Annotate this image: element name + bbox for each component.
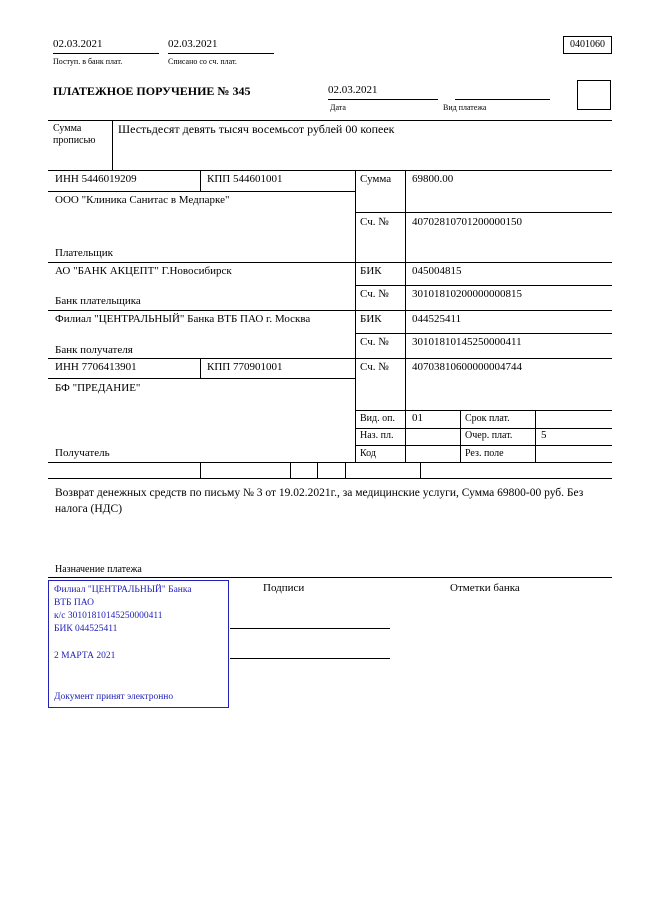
debited-date-label: Списано со сч. плат.: [168, 57, 237, 66]
received-date-label: Поступ. в банк плат.: [53, 57, 123, 66]
bank-stamp: [48, 580, 229, 708]
table-line: [345, 462, 346, 478]
table-line: [420, 462, 421, 478]
bank-marks-label: Отметки банка: [450, 582, 520, 594]
reserve-field-label: Рез. поле: [465, 448, 504, 459]
table-line: [48, 170, 612, 171]
op-kind-label: Вид. оп.: [360, 413, 395, 424]
document-date: 02.03.2021: [328, 84, 438, 100]
payment-kind-label: Вид платежа: [443, 103, 487, 112]
payer-bank-name: АО "БАНК АКЦЕПТ" Г.Новосибирск: [55, 265, 232, 277]
payer-bank-account: 30101810200000000815: [412, 288, 522, 300]
beneficiary-inn: ИНН 7706413901: [55, 361, 137, 373]
payer-bank-label: Банк плательщика: [55, 295, 141, 307]
table-line: [355, 285, 612, 286]
table-line: [290, 462, 291, 478]
table-line: [48, 120, 612, 121]
form-code: 0401060: [570, 39, 605, 50]
pay-order-label: Очер. плат.: [465, 430, 513, 441]
table-line: [200, 462, 201, 478]
amount-label: Сумма: [360, 173, 392, 185]
table-line: [48, 262, 612, 263]
payer-kpp: КПП 544601001: [207, 173, 283, 185]
beneficiary-label: Получатель: [55, 447, 110, 459]
signatures-label: Подписи: [263, 582, 305, 594]
table-line: [48, 378, 355, 379]
payer-bank-bik-label: БИК: [360, 265, 382, 277]
beneficiary-bank-label: Банк получателя: [55, 344, 133, 356]
table-line: [405, 170, 406, 462]
table-line: [48, 478, 612, 479]
beneficiary-account: 40703810600000004744: [412, 361, 522, 373]
payer-inn: ИНН 5446019209: [55, 173, 137, 185]
page-title: ПЛАТЕЖНОЕ ПОРУЧЕНИЕ № 345: [53, 84, 251, 98]
payment-purpose-label: Назначение платежа: [55, 564, 142, 575]
beneficiary-bank-name: Филиал "ЦЕНТРАЛЬНЫЙ" Банка ВТБ ПАО г. Москва: [55, 313, 311, 325]
stamp-bank-name-line2: ВТБ ПАО: [54, 598, 94, 608]
signature-line: [230, 628, 390, 629]
signature-line: [230, 658, 390, 659]
stamp-electronic-note: Документ принят электронно: [54, 692, 174, 702]
table-line: [355, 212, 612, 213]
purpose-code-label: Наз. пл.: [360, 430, 394, 441]
beneficiary-bank-account: 30101810145250000411: [412, 336, 522, 348]
stamp-bank-name-line1: Филиал "ЦЕНТРАЛЬНЫЙ" Банка: [54, 585, 192, 595]
table-line: [317, 462, 318, 478]
amount-words-value: Шестьдесят девять тысяч восемьсот рублей 00 копеек: [118, 122, 395, 136]
op-kind-value: 01: [412, 412, 423, 424]
table-line: [200, 358, 201, 378]
table-line: [48, 191, 355, 192]
stamp-bik: БИК 044525411: [54, 624, 118, 634]
payment-kind-line: [455, 99, 550, 100]
beneficiary-bank-bik-label: БИК: [360, 313, 382, 325]
payment-kind-box: [577, 80, 611, 110]
table-line: [355, 445, 612, 446]
table-line: [460, 410, 461, 462]
table-line: [200, 170, 201, 191]
table-line: [355, 333, 612, 334]
pay-term-label: Срок плат.: [465, 413, 510, 424]
payment-purpose-text: Возврат денежных средств по письму № 3 от 19.02.2021г., за медицинские услуги, Сумма 69800-00 руб. Без налога (НДС): [55, 487, 584, 515]
beneficiary-kpp: КПП 770901001: [207, 361, 283, 373]
table-line: [355, 428, 612, 429]
stamp-corr-account: к/с 30101810145250000411: [54, 611, 163, 621]
form-code-box: [563, 36, 612, 54]
beneficiary-account-label: Сч. №: [360, 361, 389, 373]
table-line: [48, 310, 612, 311]
table-line: [355, 410, 612, 411]
beneficiary-name: БФ "ПРЕДАНИЕ": [55, 382, 141, 394]
payer-bank-bik: 045004815: [412, 265, 462, 277]
table-line: [48, 358, 612, 359]
code-label: Код: [360, 448, 376, 459]
beneficiary-bank-account-label: Сч. №: [360, 336, 389, 348]
table-line: [112, 120, 113, 170]
pay-order-value: 5: [541, 429, 547, 441]
amount-value: 69800.00: [412, 173, 454, 185]
beneficiary-bank-bik: 044525411: [412, 313, 462, 325]
table-line: [48, 577, 612, 578]
payer-name: ООО "Клиника Санитас в Медпарке": [55, 194, 230, 206]
payer-label: Плательщик: [55, 247, 113, 259]
payer-account-label: Сч. №: [360, 216, 389, 228]
debited-date: 02.03.2021: [168, 38, 274, 54]
table-line: [48, 462, 612, 463]
date-label: Дата: [330, 103, 346, 112]
payer-bank-account-label: Сч. №: [360, 288, 389, 300]
table-line: [535, 410, 536, 462]
payer-account: 40702810701200000150: [412, 216, 522, 228]
table-line: [355, 170, 356, 462]
amount-words-label: Сумма прописью: [53, 123, 96, 146]
received-date: 02.03.2021: [53, 38, 159, 54]
stamp-date: 2 МАРТА 2021: [54, 651, 116, 661]
